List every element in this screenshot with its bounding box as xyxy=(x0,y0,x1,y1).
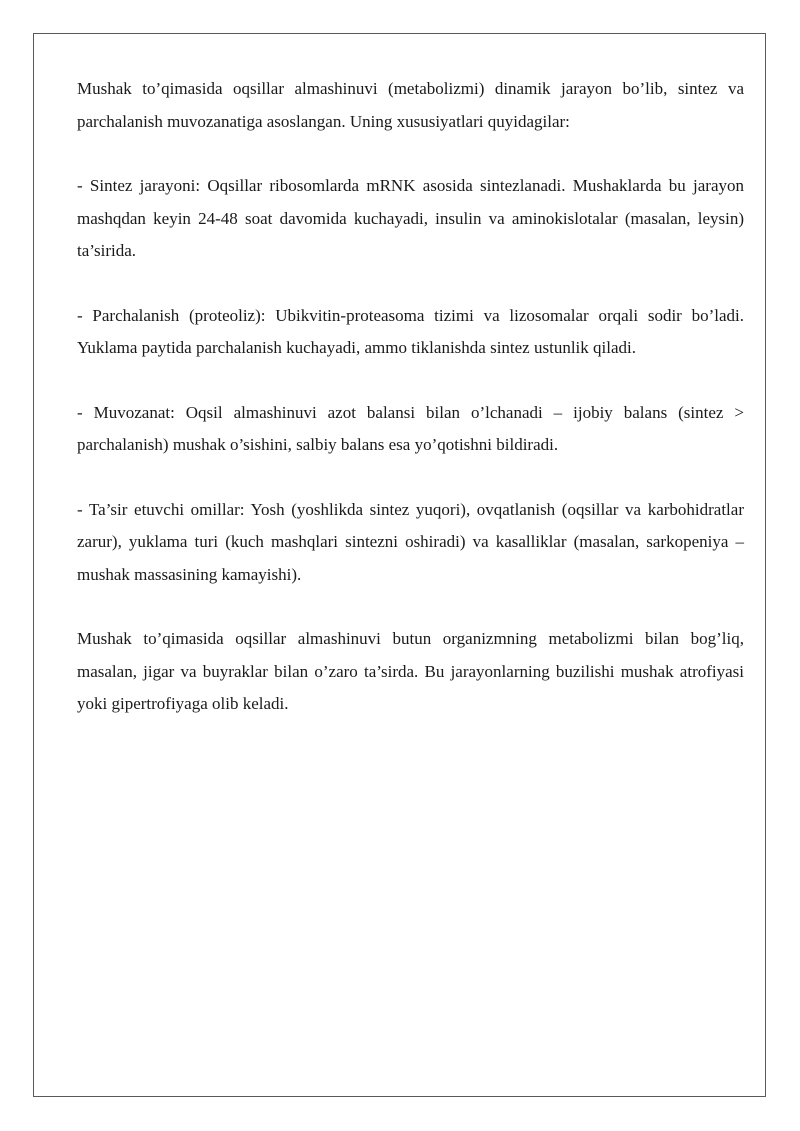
paragraph-factors: - Ta’sir etuvchi omillar: Yosh (yoshlikda sintez yuqori), ovqatlanish (oqsillar va karbohidratlar zarur), yuklama turi (kuch mashqlari sintezni oshiradi) va kasalliklar (masalan, sarkopeniya – mushak massasining kamayishi). xyxy=(77,499,744,584)
paragraph-conclusion: Mushak to’qimasida oqsillar almashinuvi butun organizmning metabolizmi bilan bog’liq, masalan, jigar va buyraklar bilan o’zaro ta’sirda. Bu jarayonlarning buzilishi mushak atrofiyasi yoki gipertrofiyaga olib keladi. xyxy=(77,629,744,713)
paragraph-proteolysis: - Parchalanish (proteoliz): Ubikvitin-proteasoma tizimi va lizosomalar orqali sodir bo’ladi. Yuklama paytida parchalanish kuchayadi, ammo tiklanishda sintez ustunlik qiladi. xyxy=(77,305,744,357)
paragraph-synthesis: - Sintez jarayoni: Oqsillar ribosomlarda mRNK asosida sintezlanadi. Mushaklarda bu jarayon mashqdan keyin 24-48 soat davomida kuchayadi, insulin va aminokislotalar (masalan, leysin) ta’sirida. xyxy=(77,176,744,260)
document-page xyxy=(33,33,766,1097)
paragraph-balance: - Muvozanat: Oqsil almashinuvi azot balansi bilan o’lchanadi – ijobiy balans (sintez > parchalanish) mushak o’sishini, salbiy balans esa yo’qotishni bildiradi. xyxy=(77,402,744,454)
paragraph-intro: Mushak to’qimasida oqsillar almashinuvi (metabolizmi) dinamik jarayon bo’lib, sintez va parchalanish muvozanatiga asoslangan. Uning xususiyatlari quyidagilar: xyxy=(77,79,744,131)
document-body xyxy=(77,73,744,753)
